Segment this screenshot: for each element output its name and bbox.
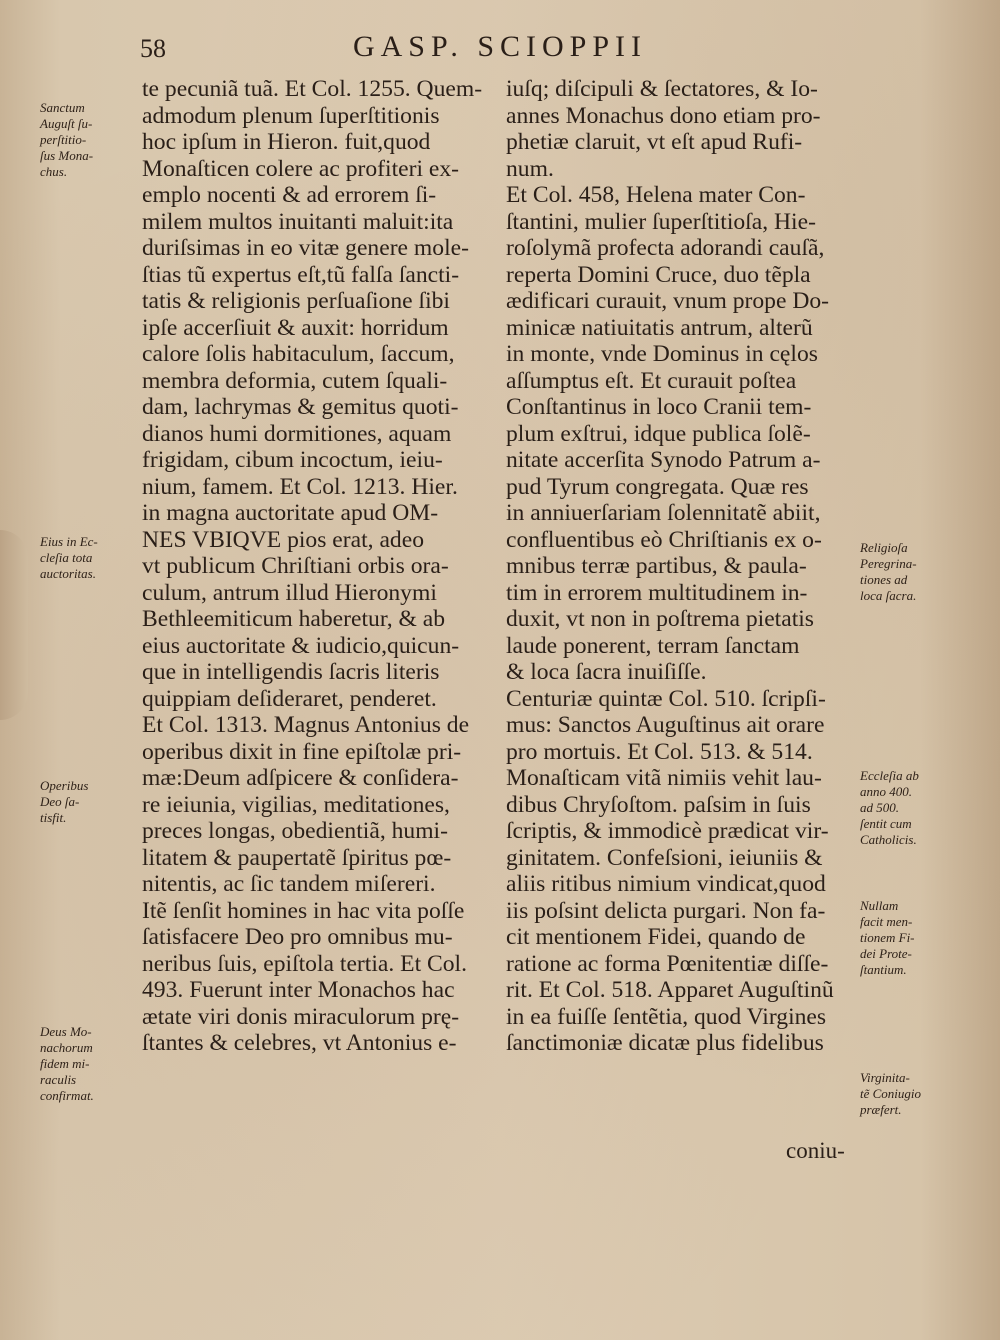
text-line: Et Col. 458, Helena mater Con- [506,182,806,208]
margin-note-line: Religioſa [860,540,908,555]
text-line: que in intelligendis ſacris literis [142,659,440,685]
text-line: tatis & religionis perſuaſione ſibi [142,288,450,314]
text-line: ſatisfacere Deo pro omnibus mu- [142,924,453,950]
text-line: pro mortuis. Et Col. 513. & 514. [506,738,813,765]
margin-note-left [40,100,140,180]
text-line: frigidam, cibum incoctum, ieiu- [142,447,443,473]
margin-note-line: tẽ Coniugio [860,1086,922,1101]
margin-note-line: tisfit. [40,810,67,825]
text-line: dianos humi dormitiones, aquam [142,420,452,447]
text-line: ſtantes & celebres, vt Antonius e- [142,1030,457,1056]
margin-note-left [40,778,140,826]
margin-note-line: dei Prote- [860,946,912,961]
margin-note-line: Deo ſa- [40,794,80,809]
margin-note-right [860,898,995,978]
text-line: eius auctoritate & iudicio,quicun- [142,632,460,659]
text-line: mnibus terræ partibus, & paula- [506,553,807,579]
text-line: 493. Fuerunt inter Monachos hac [142,977,455,1003]
text-line: dam, lachrymas & gemitus quoti- [142,394,459,420]
margin-note-line: Auguſt ſu- [40,116,93,131]
text-line: Centuriæ quintæ Col. 510. ſcripſi- [506,685,826,712]
text-line: hoc ipſum in Hieron. fuit,quod [142,129,431,155]
left-text-column [142,76,494,1057]
text-line: culum, antrum illud Hieronymi [142,579,437,606]
margin-note-line: raculis [40,1072,77,1087]
text-line: annes Monachus dono etiam pro- [506,102,821,129]
text-line: ſanctimoniæ dicatæ plus fidelibus [506,1030,824,1056]
text-line: tim in errorem multitudinem in- [506,579,808,606]
running-head: GASP. SCIOPPII [352,30,648,63]
margin-note-left [40,534,140,582]
text-line: cit mentionem Fidei, quando de [506,924,806,950]
margin-note-right [860,540,995,604]
margin-note-line: Nullam [860,898,899,913]
page-number: 58 [140,34,166,63]
text-line: num. [506,155,554,182]
text-line: duriſsimas in eo vitæ genere mole- [142,235,469,261]
text-line: emplo nocenti & ad errorem ſi- [142,182,437,208]
text-line: ſtias tũ expertus eſt,tũ falſa ſancti- [142,261,460,288]
text-line: Monaſticen colere ac profiteri ex- [142,155,460,182]
margin-note-line: ſentit cum [860,816,912,831]
text-line: Monaſticam vitã nimiis vehit lau- [506,765,822,791]
text-line: pud Tyrum congregata. Quæ res [506,473,809,500]
text-line: dibus Chryſoſtom. paſsim in ſuis [506,791,811,818]
margin-note-line: fidem mi- [40,1056,90,1071]
text-line: mæ:Deum adſpicere & conſidera- [142,765,459,791]
margin-note-right [860,1070,995,1118]
text-line: quippiam deſideraret, penderet. [142,685,437,712]
margin-note-line: facit men- [860,914,913,929]
catchword: coniu- [786,1138,845,1163]
text-line: duxit, vt non in poſtrema pietatis [506,606,814,632]
margin-note-line: Virginita- [860,1070,910,1085]
text-line: neribus ſuis, epiſtola tertia. Et Col. [142,950,468,977]
text-line: nitentis, ac ſic tandem miſereri. [142,871,436,897]
text-line: mus: Sanctos Auguſtinus ait orare [506,712,825,738]
margin-note-line: perſtitio- [40,132,87,147]
text-line: aliis ritibus nimium vindicat,quod [506,871,826,897]
margin-note-line: Sanctum [40,100,85,115]
text-line: nitate accerſita Synodo Patrum a- [506,447,821,473]
margin-note-line: anno 400. [860,784,912,799]
text-line: NES VBIQVE pios erat, adeo [142,526,424,553]
text-line: reperta Domini Cruce, duo tẽpla [506,261,811,288]
text-line: ratione ac forma Pœnitentiæ diſſe- [506,950,829,977]
text-line: ædificari curauit, vnum prope Do- [506,288,830,314]
text-line: Bethleemiticum haberetur, & ab [142,606,446,632]
page-fold-shadow [0,530,28,720]
margin-note-line: Catholicis. [860,832,917,847]
text-line: aſſumptus eſt. Et curauit poſtea [506,367,797,394]
text-line: te pecuniã tuã. Et Col. 1255. Quem- [142,76,483,102]
text-line: in monte, vnde Dominus in cęlos [506,341,818,367]
text-line: confluentibus eò Chriſtianis ex o- [506,526,822,553]
text-line: laude ponerent, terram ſanctam [506,632,800,659]
margin-note-line: loca ſacra. [860,588,917,603]
margin-note-line: auctoritas. [40,566,96,581]
margin-note-line: ſus Mona- [40,148,94,163]
text-line: ſcriptis, & immodicè prædicat vir- [506,818,829,844]
margin-note-line: cleſia tota [40,550,93,565]
margin-note-right [860,768,995,848]
margin-note-line: ad 500. [860,800,899,815]
text-line: phetiæ claruit, vt eſt apud Rufi- [506,129,803,155]
text-line: roſolymã profecta adorandi cauſã, [506,235,825,261]
text-line: milem multos inuitanti maluit:ita [142,208,454,235]
text-line: in ea fuiſſe ſentẽtia, quod Virgines [506,1003,827,1030]
margin-note-line: Deus Mo- [40,1024,92,1039]
text-line: Conſtantinus in loco Cranii tem- [506,394,812,420]
text-line: plum exſtrui, idque publica ſolẽ- [506,420,811,447]
text-line: ſtantini, mulier ſuperſtitioſa, Hie- [506,208,816,235]
text-line: Et Col. 1313. Magnus Antonius de [142,712,470,738]
margin-note-left [40,1024,140,1104]
text-line: nium, famem. Et Col. 1213. Hier. [142,473,458,500]
text-line: admodum plenum ſuperſtitionis [142,102,440,129]
margin-note-line: tionem Fi- [860,930,915,945]
text-line: vt publicum Chriſtiani orbis ora- [142,553,449,579]
margin-note-line: Eius in Ec- [40,534,98,549]
margin-note-line: ſtantium. [860,962,907,977]
text-line: litatem & paupertatẽ ſpiritus pœ- [142,844,452,871]
text-line: iis poſsint delicta purgari. Non fa- [506,897,826,924]
margin-note-line: Peregrina- [860,556,917,571]
text-line: calore ſolis habitaculum, ſaccum, [142,341,455,367]
text-line: iuſq; diſcipuli & ſectatores, & Io- [506,76,818,102]
text-line: minicæ natiuitatis antrum, alterũ [506,314,813,341]
text-line: in anniuerſariam ſolennitatẽ abiit, [506,500,821,526]
margin-note-line: tiones ad [860,572,908,587]
margin-note-line: confirmat. [40,1088,94,1103]
text-line: ipſe accerſiuit & auxit: horridum [142,314,449,341]
margin-note-line: chus. [40,164,68,179]
text-line: preces longas, obedientiã, humi- [142,818,448,844]
right-text-column [506,76,852,1057]
text-line: re ieiunia, vigilias, meditationes, [142,791,450,818]
text-line: in magna auctoritate apud OM- [142,500,439,526]
text-line: Itẽ ſenſit homines in hac vita poſſe [142,897,465,924]
text-line: operibus dixit in fine epiſtolæ pri- [142,738,462,765]
text-line: membra deformia, cutem ſquali- [142,367,448,394]
margin-note-line: nachorum [40,1040,93,1055]
text-line: ginitatem. Confeſsioni, ieiuniis & [506,844,823,871]
margin-note-line: Eccleſia ab [860,768,919,783]
text-line: rit. Et Col. 518. Apparet Auguſtinũ [506,977,834,1003]
margin-note-line: præfert. [860,1102,902,1117]
margin-note-line: Operibus [40,778,89,793]
text-line: & loca ſacra inuiſiſſe. [506,659,707,685]
text-line: ætate viri donis miraculorum prę- [142,1003,460,1030]
